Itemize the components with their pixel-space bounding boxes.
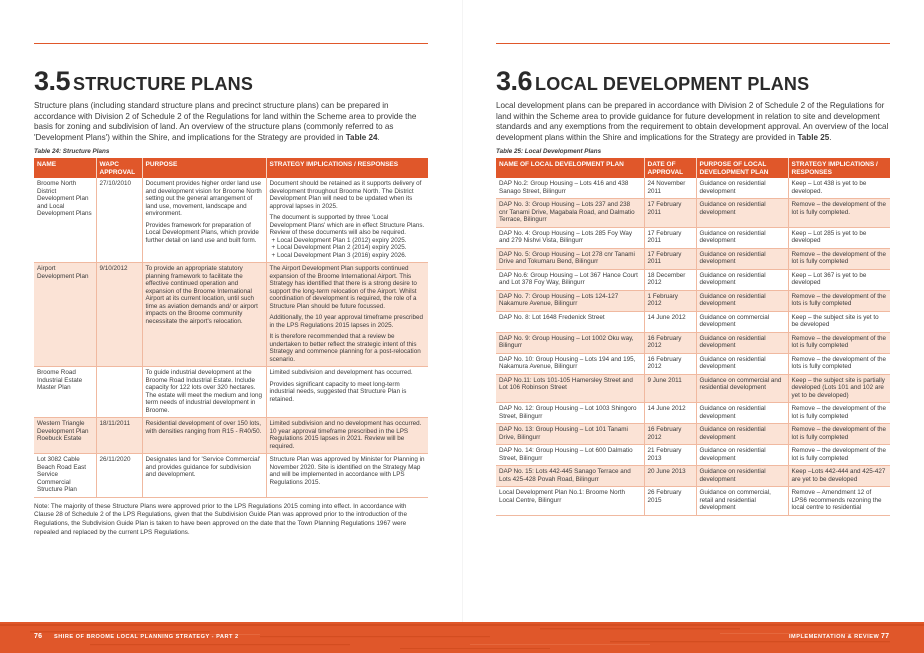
approval-date: 14 June 2012 xyxy=(644,311,696,332)
plan-purpose: To guide industrial development at the Broome Road Industrial Estate. Include capacity for 122 lots over 320 hectares. The estate will meet the medium and long term needs of industrial development in Broome. xyxy=(142,367,266,418)
approval-date: 17 February 2011 xyxy=(644,199,696,228)
table-row xyxy=(496,487,890,516)
left-page-number: 76 xyxy=(34,633,43,640)
intro-end: . xyxy=(377,132,380,142)
table-row xyxy=(34,454,428,498)
table-row xyxy=(34,263,428,367)
plan-purpose: Guidance on residential development xyxy=(696,290,788,311)
table-row xyxy=(496,466,890,487)
local-development-plans-table xyxy=(496,158,890,516)
right-footer-title: IMPLEMENTATION & REVIEW xyxy=(789,634,880,640)
table-row xyxy=(496,332,890,353)
plan-purpose: Guidance on residential development xyxy=(696,199,788,228)
section-number: 3.5 xyxy=(34,66,71,96)
table-row xyxy=(496,178,890,199)
plan-purpose: Designates land for 'Service Commercial' and provides guidance for subdivision and development. xyxy=(142,454,266,498)
purpose-para: Document provides higher order land use and development vision for Broome North setting out the general arrangement of land use, movement, landscape and environment. xyxy=(145,180,262,218)
section-number: 3.6 xyxy=(496,66,533,96)
plan-implications: Remove – the development of the lot is fully completed xyxy=(788,332,890,353)
plan-name: DAP No.11: Lots 101-105 Hamersley Street and Lot 106 Robinson Street xyxy=(496,374,644,403)
impl-para: Limited subdivision and development has occurred. xyxy=(269,369,413,377)
col-header-date: DATE OF APPROVAL xyxy=(644,158,696,178)
plan-name: Broome North District Development Plan and Local Development Plans xyxy=(34,178,96,263)
plan-name: DAP No. 9: Group Housing – Lot 1002 Oku way, Bilingurr xyxy=(496,332,644,353)
table-caption: Table 24: Structure Plans xyxy=(34,148,110,156)
plan-name: DAP No. 4: Group Housing – Lots 285 Foy Way and 279 Nishvi Vista, Bilingurr xyxy=(496,227,644,248)
plan-purpose: Guidance on residential development xyxy=(696,424,788,445)
col-header-purpose: PURPOSE xyxy=(142,158,266,178)
plan-purpose: Guidance on residential development xyxy=(696,466,788,487)
approval-date: 9/10/2012 xyxy=(96,263,142,367)
plan-implications: Keep – Lot 438 is yet to be developed. xyxy=(788,178,890,199)
table-reference[interactable]: Table 25 xyxy=(797,132,830,142)
plan-implications xyxy=(266,263,428,367)
table-caption: Table 25: Local Development Plans xyxy=(496,148,602,156)
section-heading-3-6 xyxy=(496,68,890,95)
plan-purpose: Guidance on residential development xyxy=(696,332,788,353)
plan-implications: Structure Plan was approved by Minister for Planning in November 2020. Site is identified on the Strategy Map and will be implemented in accordance with LPS Regulations 2015. xyxy=(266,454,428,498)
intro-text: Local development plans can be prepared in accordance with Division 2 of Schedule 2 of the Regulations for land within the Scheme area to provide guidance for future development in relation to site and development standards and any exemptions from the requirement to obtain development approval. An overview of the local development plans within the Shire and implications for the Strategy are provided in xyxy=(496,101,889,142)
approval-date: 14 June 2012 xyxy=(644,403,696,424)
col-header-approval: WAPC APPROVAL xyxy=(96,158,142,178)
plan-implications: Remove – the development of the lot is fully completed xyxy=(788,248,890,269)
section-title: LOCAL DEVELOPMENT PLANS xyxy=(535,74,810,94)
plan-name: Lot 3082 Cable Beach Road East Service Commercial Structure Plan xyxy=(34,454,96,498)
plan-implications: Keep –Lots 442-444 and 425-427 are yet to be developed xyxy=(788,466,890,487)
left-column xyxy=(34,68,428,537)
plan-name: DAP No. 12: Group Housing – Lot 1003 Shingoro Street, Bilingurr xyxy=(496,403,644,424)
impl-para: The Airport Development Plan supports continued expansion of the Broome International Airport. This Strategy has identified that there is a strong desire to support the long-term relocation of the Airport. Whilst coordination of development is required, the role of a Structure Plan should be future focussed. xyxy=(269,265,417,310)
plan-purpose: Guidance on commercial, retail and residential development xyxy=(696,487,788,516)
approval-date: 17 February 2011 xyxy=(644,227,696,248)
plan-purpose: Guidance on commercial and residential development xyxy=(696,374,788,403)
top-rule-left xyxy=(34,43,428,44)
table-note: Note: The majority of these Structure Plans were approved prior to the LPS Regulations 2015 coming into effect. In accordance with Clause 28 of Schedule 2 of the LPS Regulations, given that the Subdivision Guide Plan was approved prior to the introduction of the Regulations, the Subdivision Guide Plan is taken to have been approved on the date that the Town Planning Regulations 1967 were repealed and replaced by the current LPS Regulations. xyxy=(34,502,408,536)
table-reference[interactable]: Table 24 xyxy=(345,132,378,142)
plan-implications: Remove – the development of the lot is fully completed xyxy=(788,424,890,445)
plan-name: DAP No.2: Group Housing – Lots 416 and 438 Sanago Street, Bilingurr xyxy=(496,178,644,199)
approval-date: 24 November 2011 xyxy=(644,178,696,199)
plan-implications: Keep – Lot 285 is yet to be developed xyxy=(788,227,890,248)
approval-date: 16 February 2012 xyxy=(644,424,696,445)
plan-implications xyxy=(266,178,428,263)
plan-purpose: Guidance on residential development xyxy=(696,248,788,269)
impl-para: Additionally, the 10 year approval timeframe prescribed in the LPS Regulations 2015 lapses in 2025. xyxy=(269,314,424,329)
table-row xyxy=(496,403,890,424)
plan-purpose: Guidance on residential development xyxy=(696,178,788,199)
approval-date: 17 February 2011 xyxy=(644,248,696,269)
plan-name: DAP No. 10: Group Housing – Lots 194 and 195, Nakamura Avenue, Bilingurr xyxy=(496,353,644,374)
approval-date: 26 February 2015 xyxy=(644,487,696,516)
bullet-item: + Local Development Plan 1 (2012) expiry 2025. xyxy=(271,236,407,244)
approval-date: 9 June 2011 xyxy=(644,374,696,403)
approval-date xyxy=(96,367,142,418)
plan-name: DAP No. 13: Group Housing – Lot 101 Tanami Drive, Bilingurr xyxy=(496,424,644,445)
impl-para: Provides significant capacity to meet long-term industrial needs, suggested that Structure Plan is retained. xyxy=(269,380,407,403)
left-footer-title: SHIRE OF BROOME LOCAL PLANNING STRATEGY - PART 2 xyxy=(54,634,239,640)
table-row xyxy=(496,199,890,228)
approval-date: 20 June 2013 xyxy=(644,466,696,487)
plan-implications: Remove – the development of the lot is fully completed xyxy=(788,445,890,466)
plan-implications: Remove – the development of the lot is fully completed xyxy=(788,403,890,424)
table-row xyxy=(496,311,890,332)
plan-name: Western Triangle Development Plan Roebuck Estate xyxy=(34,418,96,454)
plan-implications: Remove – Amendment 12 of LPS6 recommends rezoning the local centre to residential xyxy=(788,487,890,516)
plan-implications: Limited subdivision and no development has occurred. 10 year approval timeframe prescribed in the LPS Regulations 2015 lapses in 2021. Review will be required. xyxy=(266,418,428,454)
approval-date: 18 December 2012 xyxy=(644,269,696,290)
intro-text: Structure plans (including standard structure plans and precinct structure plans) can be prepared in accordance with Division 2 of Schedule 2 of the Regulations for land within the Scheme area to provide the basis for zoning and subdivision of land. An overview of the structure plans (commonly referred to as 'Development Plans') within the Shire, and implications for the Strategy are provided in xyxy=(34,101,417,142)
plan-purpose: Guidance on residential development xyxy=(696,227,788,248)
plan-implications: Keep – Lot 367 is yet to be developed xyxy=(788,269,890,290)
col-header-purpose: PURPOSE OF LOCAL DEVELOPMENT PLAN xyxy=(696,158,788,178)
section-intro xyxy=(34,101,428,143)
table-row xyxy=(496,374,890,403)
section-intro xyxy=(496,101,890,143)
table-row xyxy=(496,227,890,248)
plan-name: Broome Road Industrial Estate Master Plan xyxy=(34,367,96,418)
table-row xyxy=(496,290,890,311)
approval-date: 16 February 2012 xyxy=(644,353,696,374)
table-row xyxy=(496,424,890,445)
intro-end: . xyxy=(829,132,832,142)
bullet-item: + Local Development Plan 3 (2016) expiry 2026. xyxy=(271,251,407,259)
top-rule-right xyxy=(496,43,890,44)
plan-name: Airport Development Plan xyxy=(34,263,96,367)
table-row xyxy=(34,367,428,418)
table-header-row xyxy=(496,158,890,178)
approval-date: 1 February 2012 xyxy=(644,290,696,311)
approval-date: 21 February 2013 xyxy=(644,445,696,466)
section-heading-3-5 xyxy=(34,68,428,95)
table-row xyxy=(34,178,428,263)
table-row xyxy=(496,353,890,374)
ldp-table-body xyxy=(496,178,890,515)
table-header-row xyxy=(34,158,428,178)
col-header-name: NAME OF LOCAL DEVELOPMENT PLAN xyxy=(496,158,644,178)
approval-date: 16 February 2012 xyxy=(644,332,696,353)
col-header-implications: STRATEGY IMPLICATIONS / RESPONSES xyxy=(266,158,428,178)
approval-date: 26/11/2020 xyxy=(96,454,142,498)
bullet-item: + Local Development Plan 2 (2014) expiry 2025. xyxy=(271,244,407,252)
plan-name: DAP No. 5: Group Housing – Lot 278 cnr Tanami Drive and Tokumaru Bend, Bilingurr xyxy=(496,248,644,269)
table-row xyxy=(496,269,890,290)
col-header-name: NAME xyxy=(34,158,96,178)
approval-date: 18/11/2011 xyxy=(96,418,142,454)
plan-name: Local Development Plan No.1: Broome North Local Centre, Bilingurr xyxy=(496,487,644,516)
col-header-implications: STRATEGY IMPLICATIONS / RESPONSES xyxy=(788,158,890,178)
plan-purpose: Residential development of over 150 lots, with densities ranging from R15 - R40/50. xyxy=(142,418,266,454)
table-row xyxy=(496,445,890,466)
right-page-number: 77 xyxy=(881,633,890,640)
plan-purpose: Guidance on residential development xyxy=(696,445,788,466)
plan-purpose: Guidance on residential development xyxy=(696,269,788,290)
plan-implications: Keep – the subject site is yet to be developed xyxy=(788,311,890,332)
approval-date: 27/10/2010 xyxy=(96,178,142,263)
plan-name: DAP No.6: Group Housing – Lot 367 Hance Court and Lot 378 Foy Way, Bilingurr xyxy=(496,269,644,290)
purpose-para: Provides framework for preparation of Local Development Plans, which provide further detail on land use and built form. xyxy=(145,221,259,244)
plan-purpose xyxy=(142,178,266,263)
plan-implications: Keep – the subject site is partially developed (Lots 101 and 102 are yet to be developed) xyxy=(788,374,890,403)
right-column xyxy=(496,68,890,516)
impl-para: It is therefore recommended that a review be undertaken to better reflect the strategic intent of this Strategy and commence planning for a post-relocation scenario. xyxy=(269,333,421,363)
section-title: STRUCTURE PLANS xyxy=(73,74,254,94)
plan-purpose: Guidance on commercial development xyxy=(696,311,788,332)
plan-implications: Remove – the development of the lots is fully completed xyxy=(788,290,890,311)
plan-name: DAP No. 7: Group Housing – Lots 124-127 Nakamure Avenue, Bilingurr xyxy=(496,290,644,311)
structure-plans-table xyxy=(34,158,428,498)
table-row xyxy=(496,248,890,269)
plan-name: DAP No. 8: Lot 1648 Fredenick Street xyxy=(496,311,644,332)
plan-purpose: Guidance on residential development xyxy=(696,353,788,374)
plan-name: DAP No. 14: Group Housing – Lot 600 Dalmatio Street, Bilingurr xyxy=(496,445,644,466)
plan-name: DAP No. 3: Group Housing – Lots 237 and 238 cnr Tanami Drive, Magabala Road, and Dalmatio Terrace, Bilingurr xyxy=(496,199,644,228)
impl-para: The document is supported by three 'Local Development Plans' which are in effect Structure Plans. Review of these documents will also be required. xyxy=(269,214,425,237)
plan-purpose: Guidance on residential development xyxy=(696,403,788,424)
plan-implications: Remove – the development of the lots is fully completed xyxy=(788,353,890,374)
plan-implications xyxy=(266,367,428,418)
page-gutter xyxy=(462,0,463,622)
plan-implications: Remove – the development of the lot is fully completed. xyxy=(788,199,890,228)
table-row xyxy=(34,418,428,454)
impl-para: Document should be retained as it supports delivery of development throughout Broome North. The District Development Plan will need to be updated when its approval lapses in 2025. xyxy=(269,180,422,210)
plan-name: DAP No. 15: Lots 442-445 Sanago Terrace and Lots 425-428 Povah Road, Bilingurr xyxy=(496,466,644,487)
plan-purpose: To provide an appropriate statutory planning framework to facilitate the effective continued operation and expansion of the Broome International Airport at its current location, until such time as aviation demands and/ or airport impacts on the Broome community necessitate the airport's relocation. xyxy=(142,263,266,367)
